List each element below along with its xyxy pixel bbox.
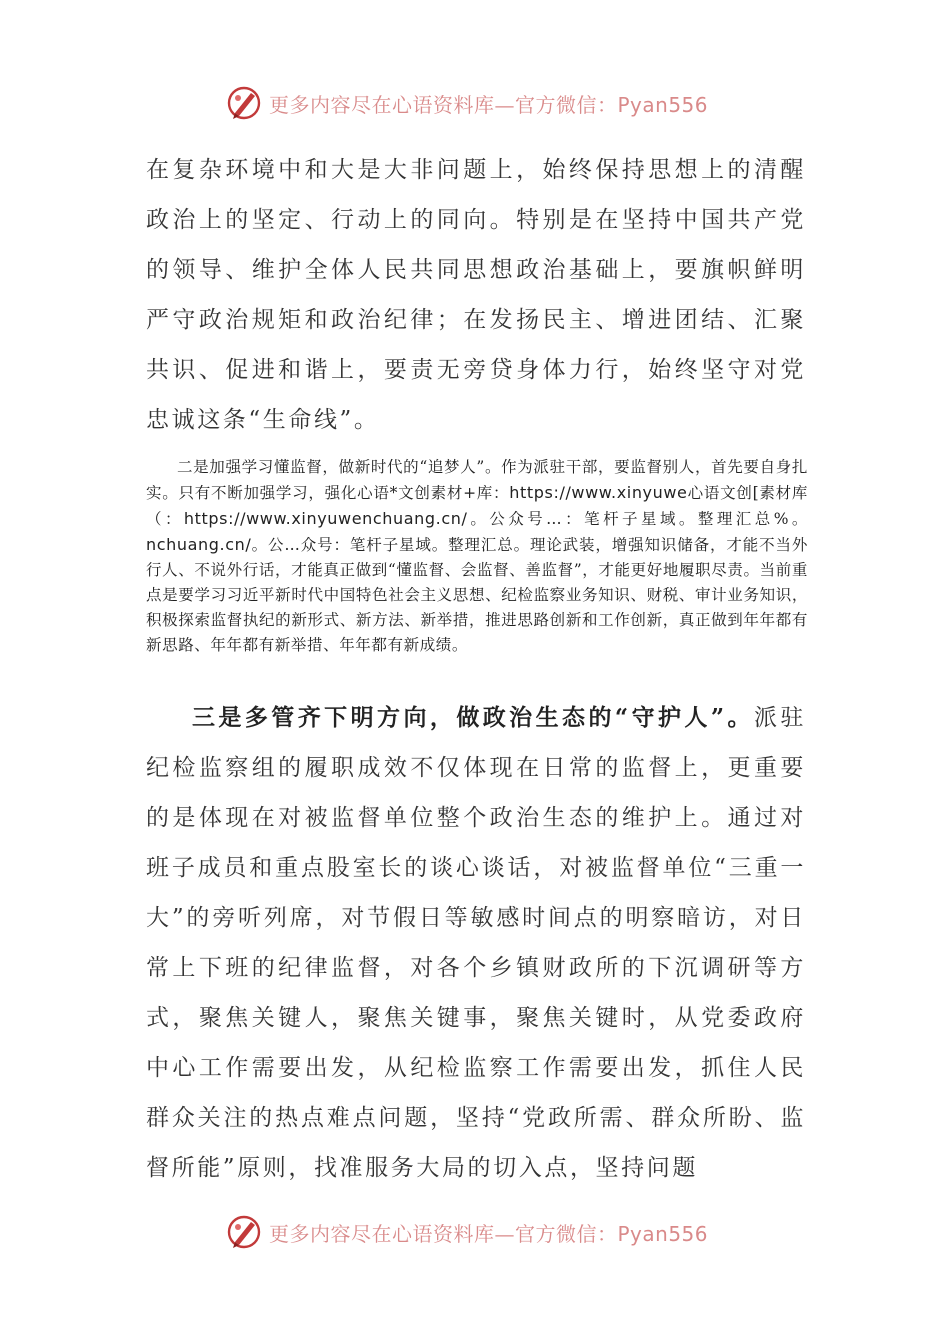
paragraph-1: 在复杂环境中和大是大非问题上，始终保持思想上的清醒政治上的坚定、行动上的同向。特别是在坚持中国共产党的领导、维护全体人民共同思想政治基础上，要旗帜鲜明严守政治规矩和政治纪律；在发扬民主、增进团结、汇聚共识、促进和谐上，要责无旁贷身体力行，始终坚守对党忠诚这条“生命线”。 xyxy=(146,157,806,433)
banner-text: 更多内容尽在心语资料库—官方微信： xyxy=(269,92,618,117)
paragraph-3-lead: 三是多管齐下明方向，做政治生态的“守护人”。 xyxy=(192,704,754,731)
paragraph-3 xyxy=(146,693,806,1193)
paragraph-2 xyxy=(146,455,808,658)
paragraph-3-body: 派驻纪检监察组的履职成效不仅体现在日常的监督上，更重要的是体现在对被监督单位整个政治生态的维护上。通过对班子成员和重点股室长的谈心谈话，对被监督单位“三重一大”的旁听列席，对节假日等敏感时间点的明察暗访，对日常上下班的纪律监督，对各个乡镇财政所的下沉调研等方式，聚焦关键人，聚焦关键事，聚焦关键时，从党委政府中心工作需要出发，从纪检监察工作需要出发，抓住人民群众关注的热点难点问题，坚持“党政所需、群众所盼、监督所能”原则，找准服务大局的切入点，坚持问题 xyxy=(146,705,806,1181)
banner-text: 更多内容尽在心语资料库—官方微信： xyxy=(269,1221,618,1246)
pen-logo-icon xyxy=(225,1212,265,1252)
paragraph-2-url1: https://www.xinyuwe xyxy=(509,483,688,502)
paragraph-2-url3: nchuang.cn/ xyxy=(146,535,252,554)
banner-wechat-id: Pyan556 xyxy=(617,1221,709,1246)
paragraph-2-url2: https://www.xinyuwenchuang.cn/ xyxy=(183,509,468,528)
paragraph-2-part1: 二是加强学习懂监督，做新时代的“追梦人”。作为派驻干部，要监督别人，首先要自身扎实。只有不断加强学习，强化心语*文创素材+库： xyxy=(146,458,808,502)
footer-banner xyxy=(225,1212,708,1252)
pen-logo-icon xyxy=(225,83,265,123)
header-banner xyxy=(225,83,708,123)
paragraph-2-part2: 心语文创[素材库（： xyxy=(146,484,808,528)
paragraph-2-part3: 。公众号…：笔杆子星域。整理汇总%。 xyxy=(467,510,808,528)
paragraph-2-part4: 。公…众号：笔杆子星域。整理汇总。理论武装，增强知识储备，才能不当外行人、不说外行话，才能真正做到“懂监督、会监督、善监督”，才能更好地履职尽责。当前重点是要学习习近平新时代中国特色社会主义思想、纪检监察业务知识、财税、审计业务知识，积极探索监督执纪的新形式、新方法、新举措，推进思路创新和工作创新，真正做到年年都有新思路、年年都有新举措、年年都有新成绩。 xyxy=(146,536,808,654)
banner-wechat-id: Pyan556 xyxy=(617,92,709,117)
